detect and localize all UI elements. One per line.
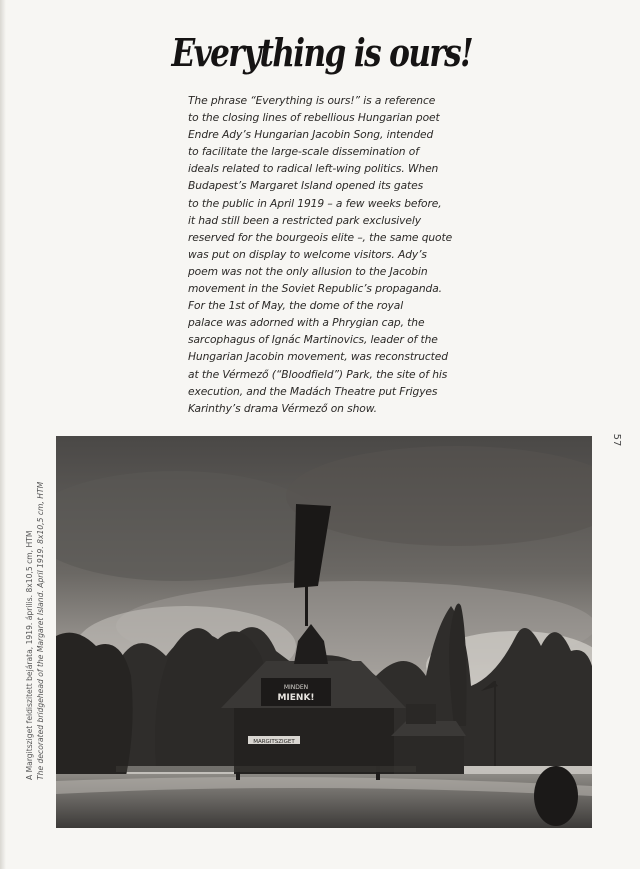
photo-caption: [25, 460, 46, 780]
body-line: was put on display to welcome visitors. Ady’s: [188, 247, 427, 261]
body-line: at the Vérmező (“Bloodfield”) Park, the site of his: [188, 367, 448, 381]
historical-photo: [56, 436, 592, 828]
body-line: Karinthy’s drama Vérmező on show.: [188, 401, 377, 415]
page-number: 57: [611, 433, 622, 447]
body-line: it had still been a restricted park exclusively: [188, 213, 421, 227]
body-line: sarcophagus of Ignác Martinovics, leader of the: [188, 333, 438, 347]
body-line: Hungarian Jacobin movement, was reconstructed: [188, 350, 448, 364]
body-line: to the public in April 1919 – a few weeks before,: [188, 196, 442, 210]
caption-hungarian: A Margitsziget feldiszitett bejárata, 1919. április. 8x10,5 cm, HTM: [25, 530, 34, 780]
body-line: execution, and the Madách Theatre put Frigyes: [188, 384, 438, 398]
page-edge: [0, 0, 6, 869]
page-title: Everything is ours!: [171, 30, 473, 75]
body-line: Budapest’s Margaret Island opened its gates: [188, 179, 424, 193]
body-line: to the closing lines of rebellious Hungarian poet: [188, 111, 440, 125]
body-line: movement in the Soviet Republic’s propaganda.: [188, 282, 442, 296]
body-line: to facilitate the large-scale dissemination of: [188, 145, 419, 159]
body-line: The phrase “Everything is ours!” is a reference: [188, 94, 436, 107]
sign-lower-text: MARGITSZIGET: [253, 739, 295, 745]
body-line: reserved for the bourgeois elite –, the same quote: [188, 230, 453, 244]
sign-main-text: MIENK!: [277, 693, 315, 703]
body-line: Endre Ady’s Hungarian Jacobin Song, intended: [188, 128, 434, 142]
body-paragraph: [188, 92, 478, 417]
sign-top-text: MINDEN: [283, 684, 309, 691]
body-line: palace was adorned with a Phrygian cap, the: [188, 316, 425, 330]
body-line: For the 1st of May, the dome of the royal: [188, 299, 404, 313]
caption-english: The decorated bridgehead of the Margaret Island. April 1919. 8x10,5 cm, HTM: [35, 481, 45, 780]
body-line: poem was not the only allusion to the Jacobin: [188, 264, 428, 278]
body-line: ideals related to radical left-wing politics. When: [188, 162, 439, 176]
